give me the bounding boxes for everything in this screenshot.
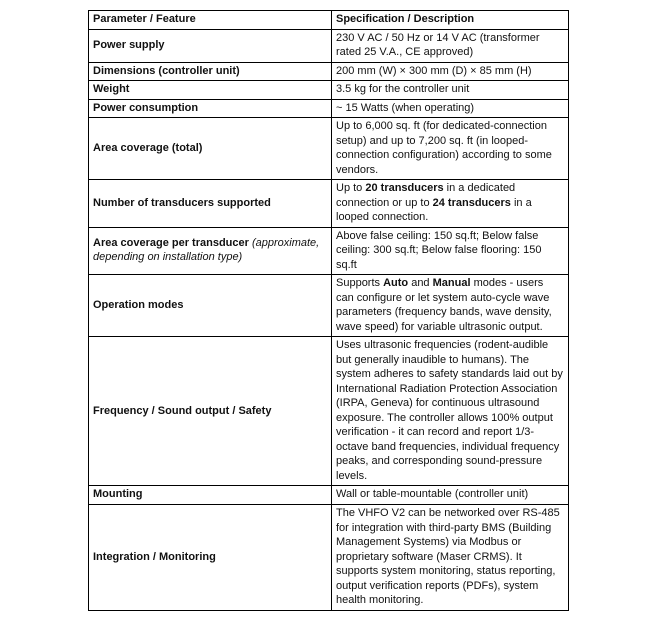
parameter-cell [89,504,332,610]
parameter-cell [89,29,332,62]
text-segment: 3.5 kg for the controller unit [336,83,470,96]
text-segment: Above false ceiling: 150 sq.ft; Below false ceiling: 300 sq.ft; Below false flooring: 150 sq.ft [336,229,542,271]
specification-cell [332,180,569,228]
header-specification-description: Specification / Description [332,11,569,30]
text-segment: in a looped connection. [336,196,532,224]
text-segment: modes - users can configure or let system auto-cycle wave parameters (frequency bands, wave density, wave speed) for variable ultrasonic output. [336,277,552,333]
text-segment: Supports [336,277,384,290]
text-segment: Manual [432,277,471,290]
parameter-cell [89,227,332,275]
text-segment: 24 transducers [432,196,511,209]
table-row [89,504,569,610]
specification-cell [332,275,569,337]
specification-cell [332,227,569,275]
specification-cell [332,118,569,180]
text-segment: Dimensions (controller unit) [93,64,240,77]
specification-cell [332,504,569,610]
specification-cell [332,337,569,486]
text-segment: Area coverage per transducer [93,236,252,249]
table-row [89,29,569,62]
table-header-row [89,11,569,30]
parameter-cell [89,99,332,118]
table-row [89,118,569,180]
text-segment: Mounting [93,488,143,501]
text-segment: Operation modes [93,299,184,312]
specification-cell [332,29,569,62]
table-row [89,99,569,118]
text-segment: Wall or table-mountable (controller unit) [336,488,529,501]
header-parameter-feature: Parameter / Feature [89,11,332,30]
text-segment: Uses ultrasonic frequencies (rodent-audible but generally inaudible to humans). The system adheres to safety standards laid out by International Radiation Protection Association (IRPA, Geneva) for continuous ultrasound exposure. The controller allows 100% output verification - it can record and report 1/3-octave band frequencies, individual frequency peaks, and corresponding sound-pressure levels. [336,339,563,482]
text-segment: 230 V AC / 50 Hz or 14 V AC (transformer rated 25 V.A., CE approved) [336,31,540,59]
text-segment: Auto [383,277,409,290]
parameter-cell [89,275,332,337]
parameter-cell [89,337,332,486]
text-segment: The VHFO V2 can be networked over RS-485 for integration with third-party BMS (Building Management Systems) via Modbus or proprietary software (Maser CRMS). It supports system monitoring, status reporting, output verification reports (PDFs), system health monitoring. [336,506,560,607]
text-segment: (approximate, depending on installation type) [93,236,320,264]
table-row [89,62,569,81]
text-segment: Frequency / Sound output / Safety [93,404,272,417]
text-segment: Power supply [93,38,165,51]
table-row [89,81,569,100]
parameter-cell [89,81,332,100]
text-segment: ~ 15 Watts (when operating) [336,101,475,114]
parameter-cell [89,62,332,81]
specification-table [88,10,569,611]
table-row [89,227,569,275]
text-segment: Up to [336,182,366,195]
table-row [89,275,569,337]
text-segment: Up to 6,000 sq. ft (for dedicated-connection setup) and up to 7,200 sq. ft (in looped-connection configuration) according to some vendors. [336,120,552,176]
text-segment: Integration / Monitoring [93,550,216,563]
specification-cell [332,486,569,505]
table-row [89,486,569,505]
specification-cell [332,99,569,118]
text-segment: in a dedicated connection or up to [336,182,516,209]
specification-cell [332,62,569,81]
parameter-cell [89,486,332,505]
parameter-cell [89,180,332,228]
table-body [89,29,569,610]
table-row [89,180,569,228]
text-segment: Weight [93,83,130,96]
text-segment: 200 mm (W) × 300 mm (D) × 85 mm (H) [336,64,532,77]
text-segment: Power consumption [93,101,199,114]
text-segment: 20 transducers [365,182,444,195]
specification-cell [332,81,569,100]
text-segment: Number of transducers supported [93,196,271,209]
text-segment: Area coverage (total) [93,141,203,154]
parameter-cell [89,118,332,180]
text-segment: and [408,277,433,290]
table-row [89,337,569,486]
